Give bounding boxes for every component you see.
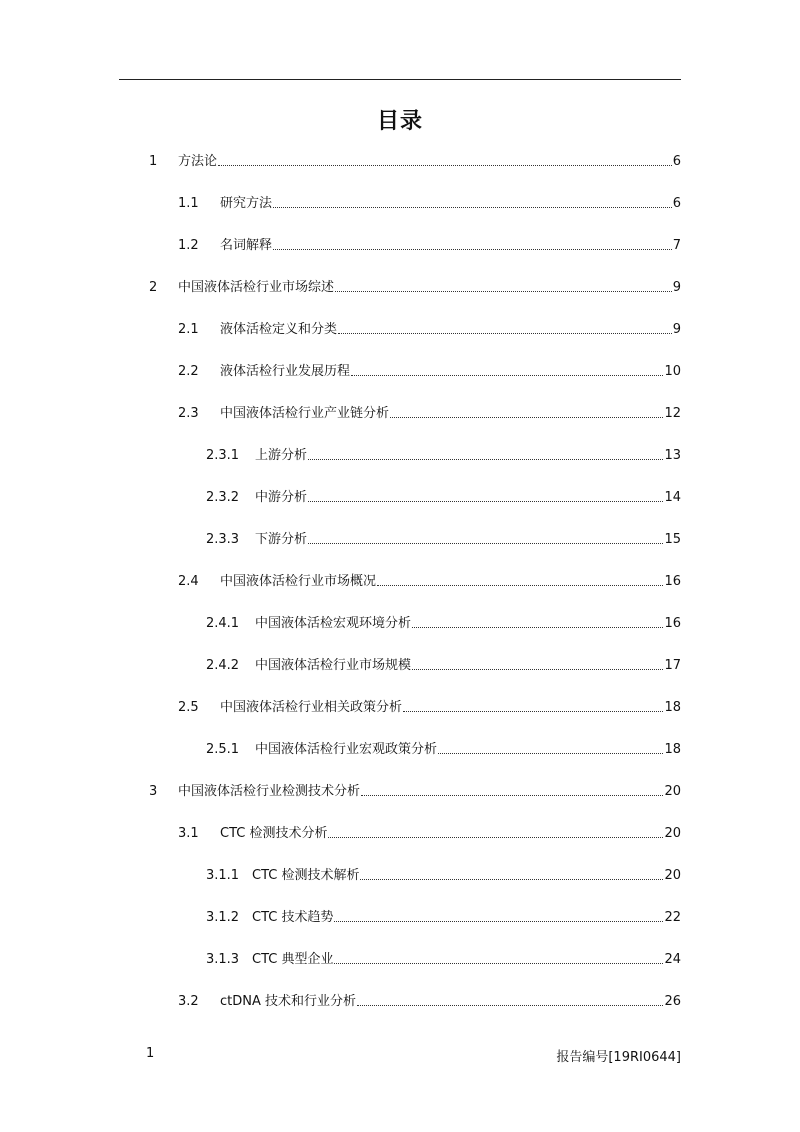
toc-entry-number: 2.5.1 — [206, 742, 240, 757]
toc-entry-label: 中国液体活检行业市场规模 — [255, 658, 412, 673]
toc-leader-dots — [335, 291, 672, 292]
toc-leader-dots — [412, 669, 663, 670]
toc-entry-page: 20 — [664, 826, 681, 841]
toc-entry-number: 1 — [149, 154, 158, 169]
toc-entry-2-5[interactable] — [178, 696, 681, 716]
toc-entry-2-5-1[interactable] — [206, 738, 681, 758]
toc-entry-number: 2.5 — [178, 700, 199, 715]
toc-entry-2-2[interactable] — [178, 360, 681, 380]
toc-entry-2-3-2[interactable] — [206, 486, 681, 506]
toc-leader-dots — [351, 375, 663, 376]
toc-entry-number: 2.3.1 — [206, 448, 240, 463]
toc-entry-label: 上游分析 — [255, 448, 308, 463]
toc-leader-dots — [390, 417, 663, 418]
toc-entry-number: 1.1 — [178, 196, 199, 211]
toc-entry-3[interactable] — [149, 780, 681, 800]
toc-entry-page: 16 — [664, 616, 681, 631]
toc-entry-number: 3.2 — [178, 994, 199, 1009]
toc-entry-2-3-3[interactable] — [206, 528, 681, 548]
toc-leader-dots — [403, 711, 663, 712]
toc-entry-2-4-2[interactable] — [206, 654, 681, 674]
toc-entry-number: 2.4.2 — [206, 658, 240, 673]
toc-entry-3-1-1[interactable] — [206, 864, 681, 884]
toc-entry-page: 18 — [664, 700, 681, 715]
toc-entry-number: 3.1 — [178, 826, 199, 841]
toc-leader-dots — [308, 459, 663, 460]
toc-entry-label: CTC 典型企业 — [252, 952, 334, 967]
toc-entry-label: 中国液体活检行业市场综述 — [178, 280, 335, 295]
toc-entry-1[interactable] — [149, 150, 681, 170]
toc-entry-label: 研究方法 — [220, 196, 273, 211]
toc-entry-label: 液体活检定义和分类 — [220, 322, 338, 337]
toc-entry-label: ctDNA 技术和行业分析 — [220, 994, 357, 1009]
toc-entry-page: 15 — [664, 532, 681, 547]
toc-entry-number: 2.3 — [178, 406, 199, 421]
toc-entry-number: 2.2 — [178, 364, 199, 379]
toc-entry-3-2[interactable] — [178, 990, 681, 1010]
toc-entry-label: CTC 检测技术解析 — [252, 868, 360, 883]
toc-entry-2-4[interactable] — [178, 570, 681, 590]
toc-entry-page: 6 — [672, 154, 681, 169]
toc-entry-2-3[interactable] — [178, 402, 681, 422]
toc-entry-page: 24 — [664, 952, 681, 967]
toc-entry-label: 中国液体活检行业宏观政策分析 — [255, 742, 438, 757]
toc-entry-page: 12 — [664, 406, 681, 421]
toc-entry-number: 3.1.3 — [206, 952, 240, 967]
toc-entry-label: 中国液体活检行业相关政策分析 — [220, 700, 403, 715]
toc-leader-dots — [334, 921, 663, 922]
toc-entry-page: 16 — [664, 574, 681, 589]
toc-entry-2-3-1[interactable] — [206, 444, 681, 464]
toc-entry-page: 14 — [664, 490, 681, 505]
toc-entry-page: 7 — [672, 238, 681, 253]
toc-entry-label: 方法论 — [178, 154, 218, 169]
footer-page-number: 1 — [146, 1046, 155, 1061]
toc-entry-page: 22 — [664, 910, 681, 925]
toc-entry-number: 2 — [149, 280, 158, 295]
toc-entry-page: 20 — [664, 784, 681, 799]
toc-entry-label: 中游分析 — [255, 490, 308, 505]
toc-entry-page: 13 — [664, 448, 681, 463]
toc-entry-1-1[interactable] — [178, 192, 681, 212]
toc-entry-3-1-3[interactable] — [206, 948, 681, 968]
toc-entry-label: 下游分析 — [255, 532, 308, 547]
toc-entry-number: 1.2 — [178, 238, 199, 253]
toc-leader-dots — [338, 333, 672, 334]
toc-leader-dots — [377, 585, 663, 586]
toc-leader-dots — [357, 1005, 663, 1006]
toc-entry-number: 3 — [149, 784, 158, 799]
toc-entry-page: 10 — [664, 364, 681, 379]
toc-leader-dots — [438, 753, 663, 754]
toc-leader-dots — [328, 837, 663, 838]
toc-leader-dots — [308, 543, 663, 544]
toc-entry-1-2[interactable] — [178, 234, 681, 254]
toc-leader-dots — [218, 165, 672, 166]
toc-entry-number: 2.3.3 — [206, 532, 240, 547]
page-title: 目录 — [376, 109, 423, 134]
toc-entry-label: 中国液体活检宏观环境分析 — [255, 616, 412, 631]
toc-entry-number: 2.1 — [178, 322, 199, 337]
toc-entry-label: 中国液体活检行业市场概况 — [220, 574, 377, 589]
toc-entry-page: 17 — [664, 658, 681, 673]
toc-leader-dots — [273, 249, 672, 250]
toc-entry-label: 中国液体活检行业检测技术分析 — [178, 784, 361, 799]
toc-entry-page: 26 — [664, 994, 681, 1009]
toc-leader-dots — [360, 879, 663, 880]
toc-entry-number: 3.1.2 — [206, 910, 240, 925]
footer-report-id: 报告编号[19RI0644] — [556, 1050, 681, 1065]
toc-entry-label: CTC 技术趋势 — [252, 910, 334, 925]
toc-entry-page: 20 — [664, 868, 681, 883]
toc-leader-dots — [361, 795, 663, 796]
toc-entry-2-1[interactable] — [178, 318, 681, 338]
toc-entry-label: 名词解释 — [220, 238, 273, 253]
toc-entry-2[interactable] — [149, 276, 681, 296]
toc-entry-number: 2.4.1 — [206, 616, 240, 631]
toc-entry-page: 9 — [672, 280, 681, 295]
toc-entry-label: CTC 检测技术分析 — [220, 826, 328, 841]
toc-entry-page: 6 — [672, 196, 681, 211]
toc-leader-dots — [412, 627, 663, 628]
toc-entry-page: 18 — [664, 742, 681, 757]
toc-entry-page: 9 — [672, 322, 681, 337]
toc-leader-dots — [334, 963, 663, 964]
toc-entry-number: 2.4 — [178, 574, 199, 589]
toc-entry-label: 液体活检行业发展历程 — [220, 364, 351, 379]
toc-entry-label: 中国液体活检行业产业链分析 — [220, 406, 390, 421]
toc-entry-number: 2.3.2 — [206, 490, 240, 505]
toc-entry-3-1[interactable] — [178, 822, 681, 842]
toc-entry-number: 3.1.1 — [206, 868, 240, 883]
toc-leader-dots — [308, 501, 663, 502]
toc-leader-dots — [273, 207, 672, 208]
toc-entry-3-1-2[interactable] — [206, 906, 681, 926]
toc-entry-2-4-1[interactable] — [206, 612, 681, 632]
